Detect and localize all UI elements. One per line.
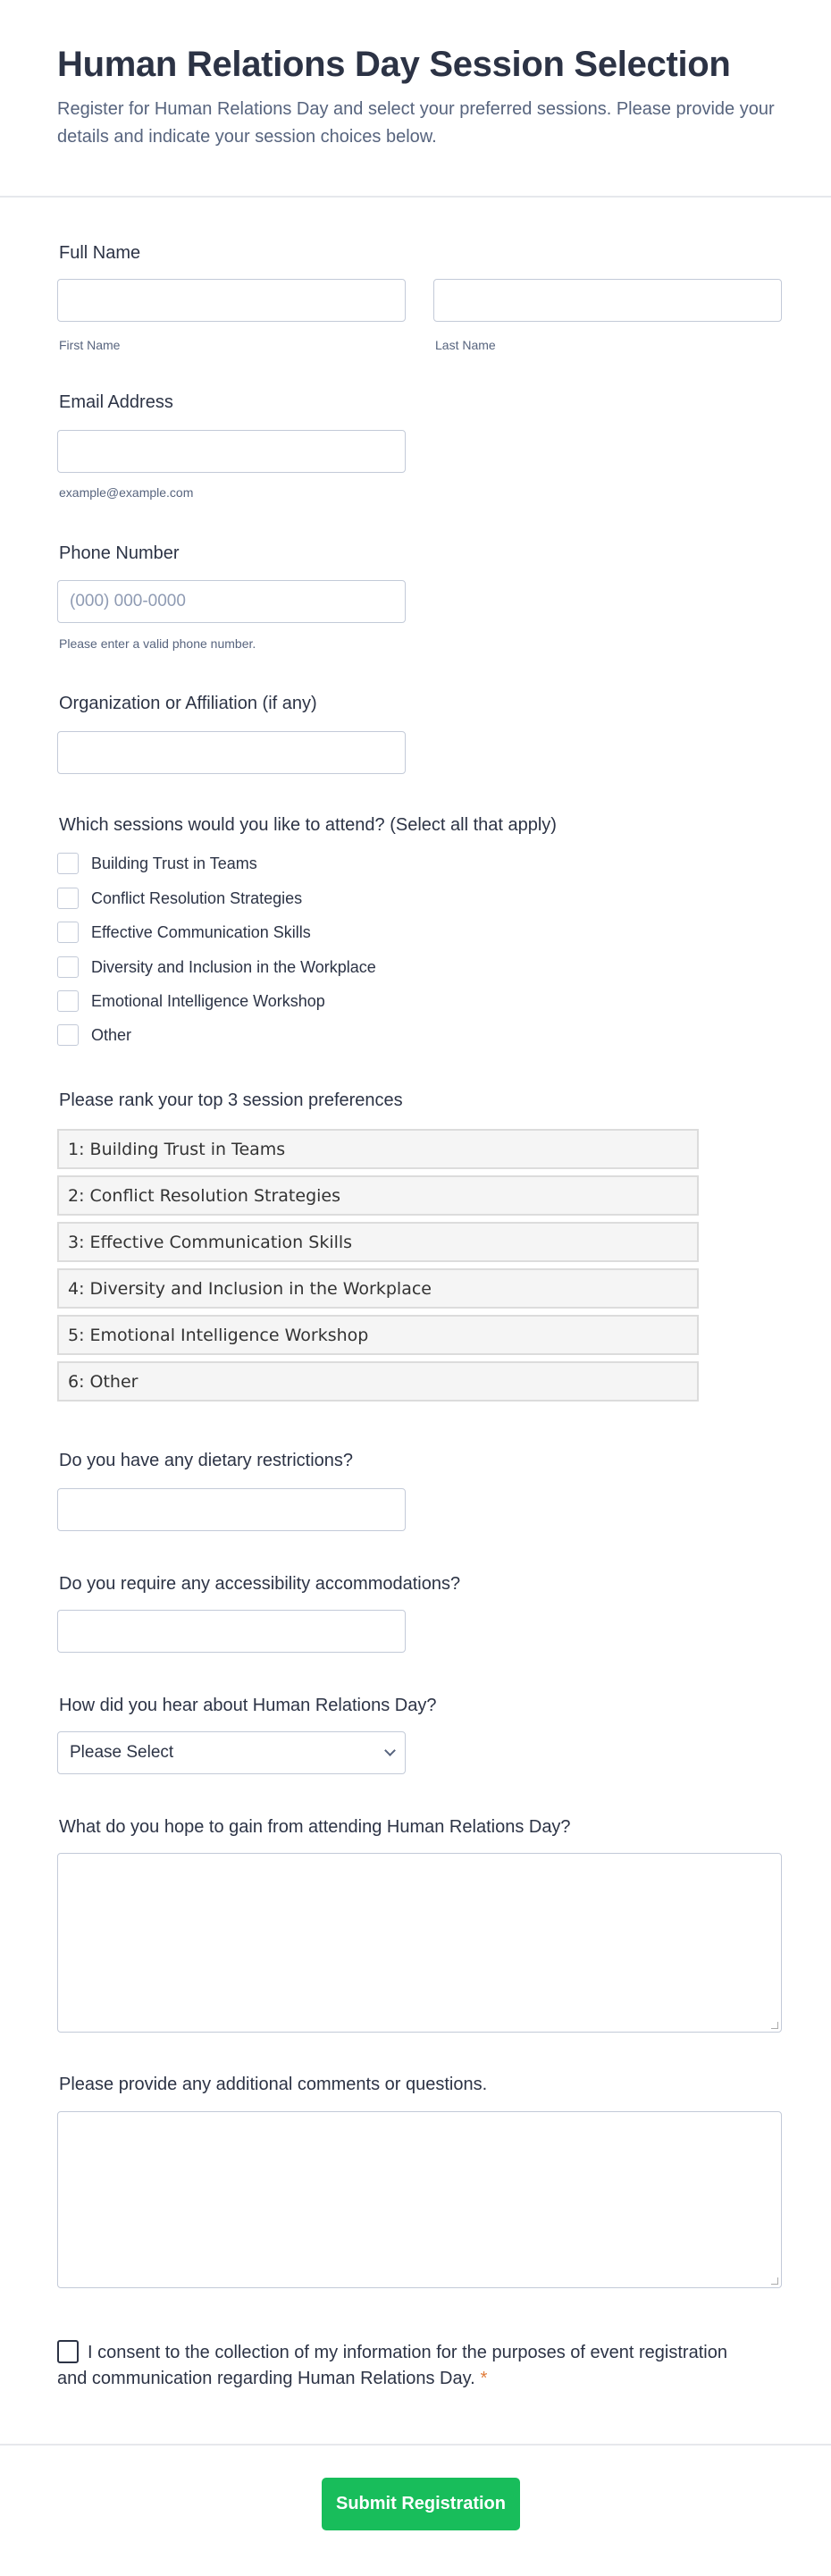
option-label: Diversity and Inclusion in the Workplace: [91, 957, 376, 976]
rank-item[interactable]: 2: Conflict Resolution Strategies: [57, 1175, 699, 1216]
consent-text: I consent to the collection of my information for the purposes of event registration and communication regarding Human Relations Day.: [57, 2343, 727, 2388]
hear-label: How did you hear about Human Relations Day?: [59, 1696, 437, 1715]
sessions-label: Which sessions would you like to attend? (Select all that apply): [59, 815, 557, 835]
organization-input[interactable]: [57, 731, 406, 774]
rank-item[interactable]: 4: Diversity and Inclusion in the Workplace: [57, 1268, 699, 1309]
session-option[interactable]: [57, 1024, 131, 1046]
session-option[interactable]: [57, 922, 311, 943]
comments-label: Please provide any additional comments or questions.: [59, 2075, 488, 2094]
submit-button[interactable]: Submit Registration: [322, 2478, 520, 2530]
option-label: Effective Communication Skills: [91, 922, 311, 941]
required-mark: *: [480, 2369, 488, 2388]
header-divider: [0, 196, 831, 198]
session-option[interactable]: [57, 853, 257, 874]
checkbox[interactable]: [57, 922, 79, 943]
session-option[interactable]: [57, 990, 325, 1012]
select-value: Please Select: [70, 1743, 174, 1762]
full-name-label: Full Name: [59, 243, 141, 263]
checkbox[interactable]: [57, 990, 79, 1012]
email-input[interactable]: [57, 430, 406, 473]
checkbox[interactable]: [57, 853, 79, 874]
gain-label: What do you hope to gain from attending Human Relations Day?: [59, 1817, 571, 1837]
first-name-sublabel: First Name: [59, 338, 121, 352]
accessibility-input[interactable]: [57, 1610, 406, 1653]
phone-label: Phone Number: [59, 543, 180, 563]
session-option[interactable]: [57, 956, 376, 978]
phone-placeholder: (000) 000-0000: [70, 592, 186, 610]
phone-hint: Please enter a valid phone number.: [59, 636, 256, 651]
consent-checkbox[interactable]: [57, 2340, 79, 2363]
page-title: Human Relations Day Session Selection: [57, 45, 731, 84]
dietary-input[interactable]: [57, 1488, 406, 1531]
option-label: Conflict Resolution Strategies: [91, 888, 303, 907]
comments-textarea[interactable]: [57, 2111, 782, 2288]
consent-field: [57, 2340, 736, 2392]
hear-select[interactable]: [57, 1731, 406, 1774]
option-label: Building Trust in Teams: [91, 854, 257, 872]
email-hint: example@example.com: [59, 485, 194, 500]
dietary-label: Do you have any dietary restrictions?: [59, 1451, 354, 1470]
rank-item[interactable]: 1: Building Trust in Teams: [57, 1129, 699, 1169]
option-label: Emotional Intelligence Workshop: [91, 991, 325, 1010]
last-name-sublabel: Last Name: [435, 338, 496, 352]
footer-divider: [0, 2444, 831, 2446]
resize-handle-icon[interactable]: [771, 2277, 778, 2285]
rank-item[interactable]: 3: Effective Communication Skills: [57, 1222, 699, 1262]
organization-label: Organization or Affiliation (if any): [59, 694, 317, 713]
resize-handle-icon[interactable]: [771, 2022, 778, 2029]
rank-item[interactable]: 5: Emotional Intelligence Workshop: [57, 1315, 699, 1355]
checkbox[interactable]: [57, 888, 79, 909]
ranking-label: Please rank your top 3 session preferences: [59, 1090, 403, 1110]
session-option[interactable]: [57, 888, 302, 909]
checkbox[interactable]: [57, 1024, 79, 1046]
gain-textarea[interactable]: [57, 1853, 782, 2033]
accessibility-label: Do you require any accessibility accommodations?: [59, 1574, 461, 1594]
checkbox[interactable]: [57, 956, 79, 978]
phone-input[interactable]: [57, 580, 406, 623]
rank-item[interactable]: 6: Other: [57, 1361, 699, 1402]
chevron-down-icon: [384, 1745, 396, 1756]
option-label: Other: [91, 1025, 132, 1044]
first-name-input[interactable]: [57, 279, 406, 322]
page-description: Register for Human Relations Day and select your preferred sessions. Please provide your details and indicate your session choices below.: [57, 99, 775, 147]
email-label: Email Address: [59, 392, 173, 412]
last-name-input[interactable]: [433, 279, 782, 322]
